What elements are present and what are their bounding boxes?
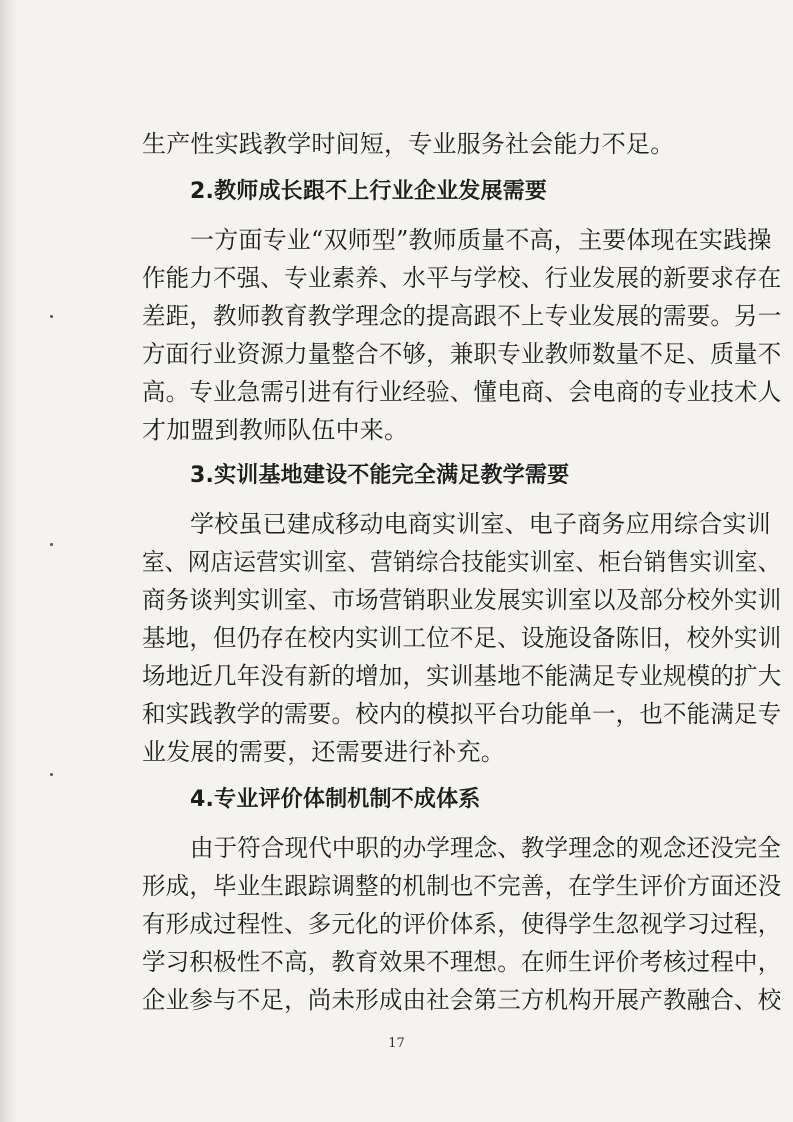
paragraph-line: 商务谈判实训室、市场营销职业发展实训室以及部分校外实训 — [142, 586, 782, 614]
paragraph-line: 生产性实践教学时间短，专业服务社会能力不足。 — [142, 130, 675, 158]
margin-mark — [50, 543, 53, 546]
paragraph-line: 业发展的需要，还需要进行补充。 — [142, 738, 505, 766]
paragraph-line: 室、网店运营实训室、营销综合技能实训室、柜台销售实训室、 — [142, 548, 781, 576]
page-number: 17 — [388, 1036, 405, 1051]
paragraph-line: 基地，但仍存在校内实训工位不足、设施设备陈旧，校外实训 — [142, 624, 782, 652]
paragraph-line: 差距，教师教育教学理念的提高跟不上专业发展的需要。另一 — [142, 302, 782, 330]
paragraph-line: 有形成过程性、多元化的评价体系，使得学生忽视学习过程， — [142, 910, 782, 938]
margin-mark — [50, 773, 53, 776]
paragraph-line: 学校虽已建成移动电商实训室、电子商务应用综合实训 — [190, 510, 771, 538]
paragraph-line: 一方面专业“双师型”教师质量不高，主要体现在实践操 — [190, 226, 772, 254]
paragraph-line: 场地近几年没有新的增加，实训基地不能满足专业规模的扩大 — [142, 662, 782, 690]
scan-edge-shadow — [0, 0, 18, 1122]
paragraph-line: 由于符合现代中职的办学理念、教学理念的观念还没完全 — [190, 834, 782, 862]
paragraph-line: 企业参与不足，尚未形成由社会第三方机构开展产教融合、校 — [142, 986, 782, 1014]
paragraph-line: 方面行业资源力量整合不够，兼职专业教师数量不足、质量不 — [142, 340, 782, 368]
paragraph-line: 才加盟到教师队伍中来。 — [142, 416, 409, 444]
section-heading: 4.专业评价体制机制不成体系 — [190, 787, 481, 812]
paragraph-line: 形成，毕业生跟踪调整的机制也不完善，在学生评价方面还没 — [142, 872, 782, 900]
paragraph-line: 作能力不强、专业素养、水平与学校、行业发展的新要求存在 — [142, 264, 782, 292]
paragraph-line: 学习积极性不高，教育效果不理想。在师生评价考核过程中， — [142, 948, 782, 976]
paragraph-line: 和实践教学的需要。校内的模拟平台功能单一，也不能满足专 — [142, 700, 782, 728]
section-heading: 2.教师成长跟不上行业企业发展需要 — [190, 179, 548, 204]
margin-mark — [50, 315, 53, 318]
section-heading: 3.实训基地建设不能完全满足教学需要 — [190, 463, 570, 488]
paragraph-line: 高。专业急需引进有行业经验、懂电商、会电商的专业技术人 — [142, 378, 782, 406]
